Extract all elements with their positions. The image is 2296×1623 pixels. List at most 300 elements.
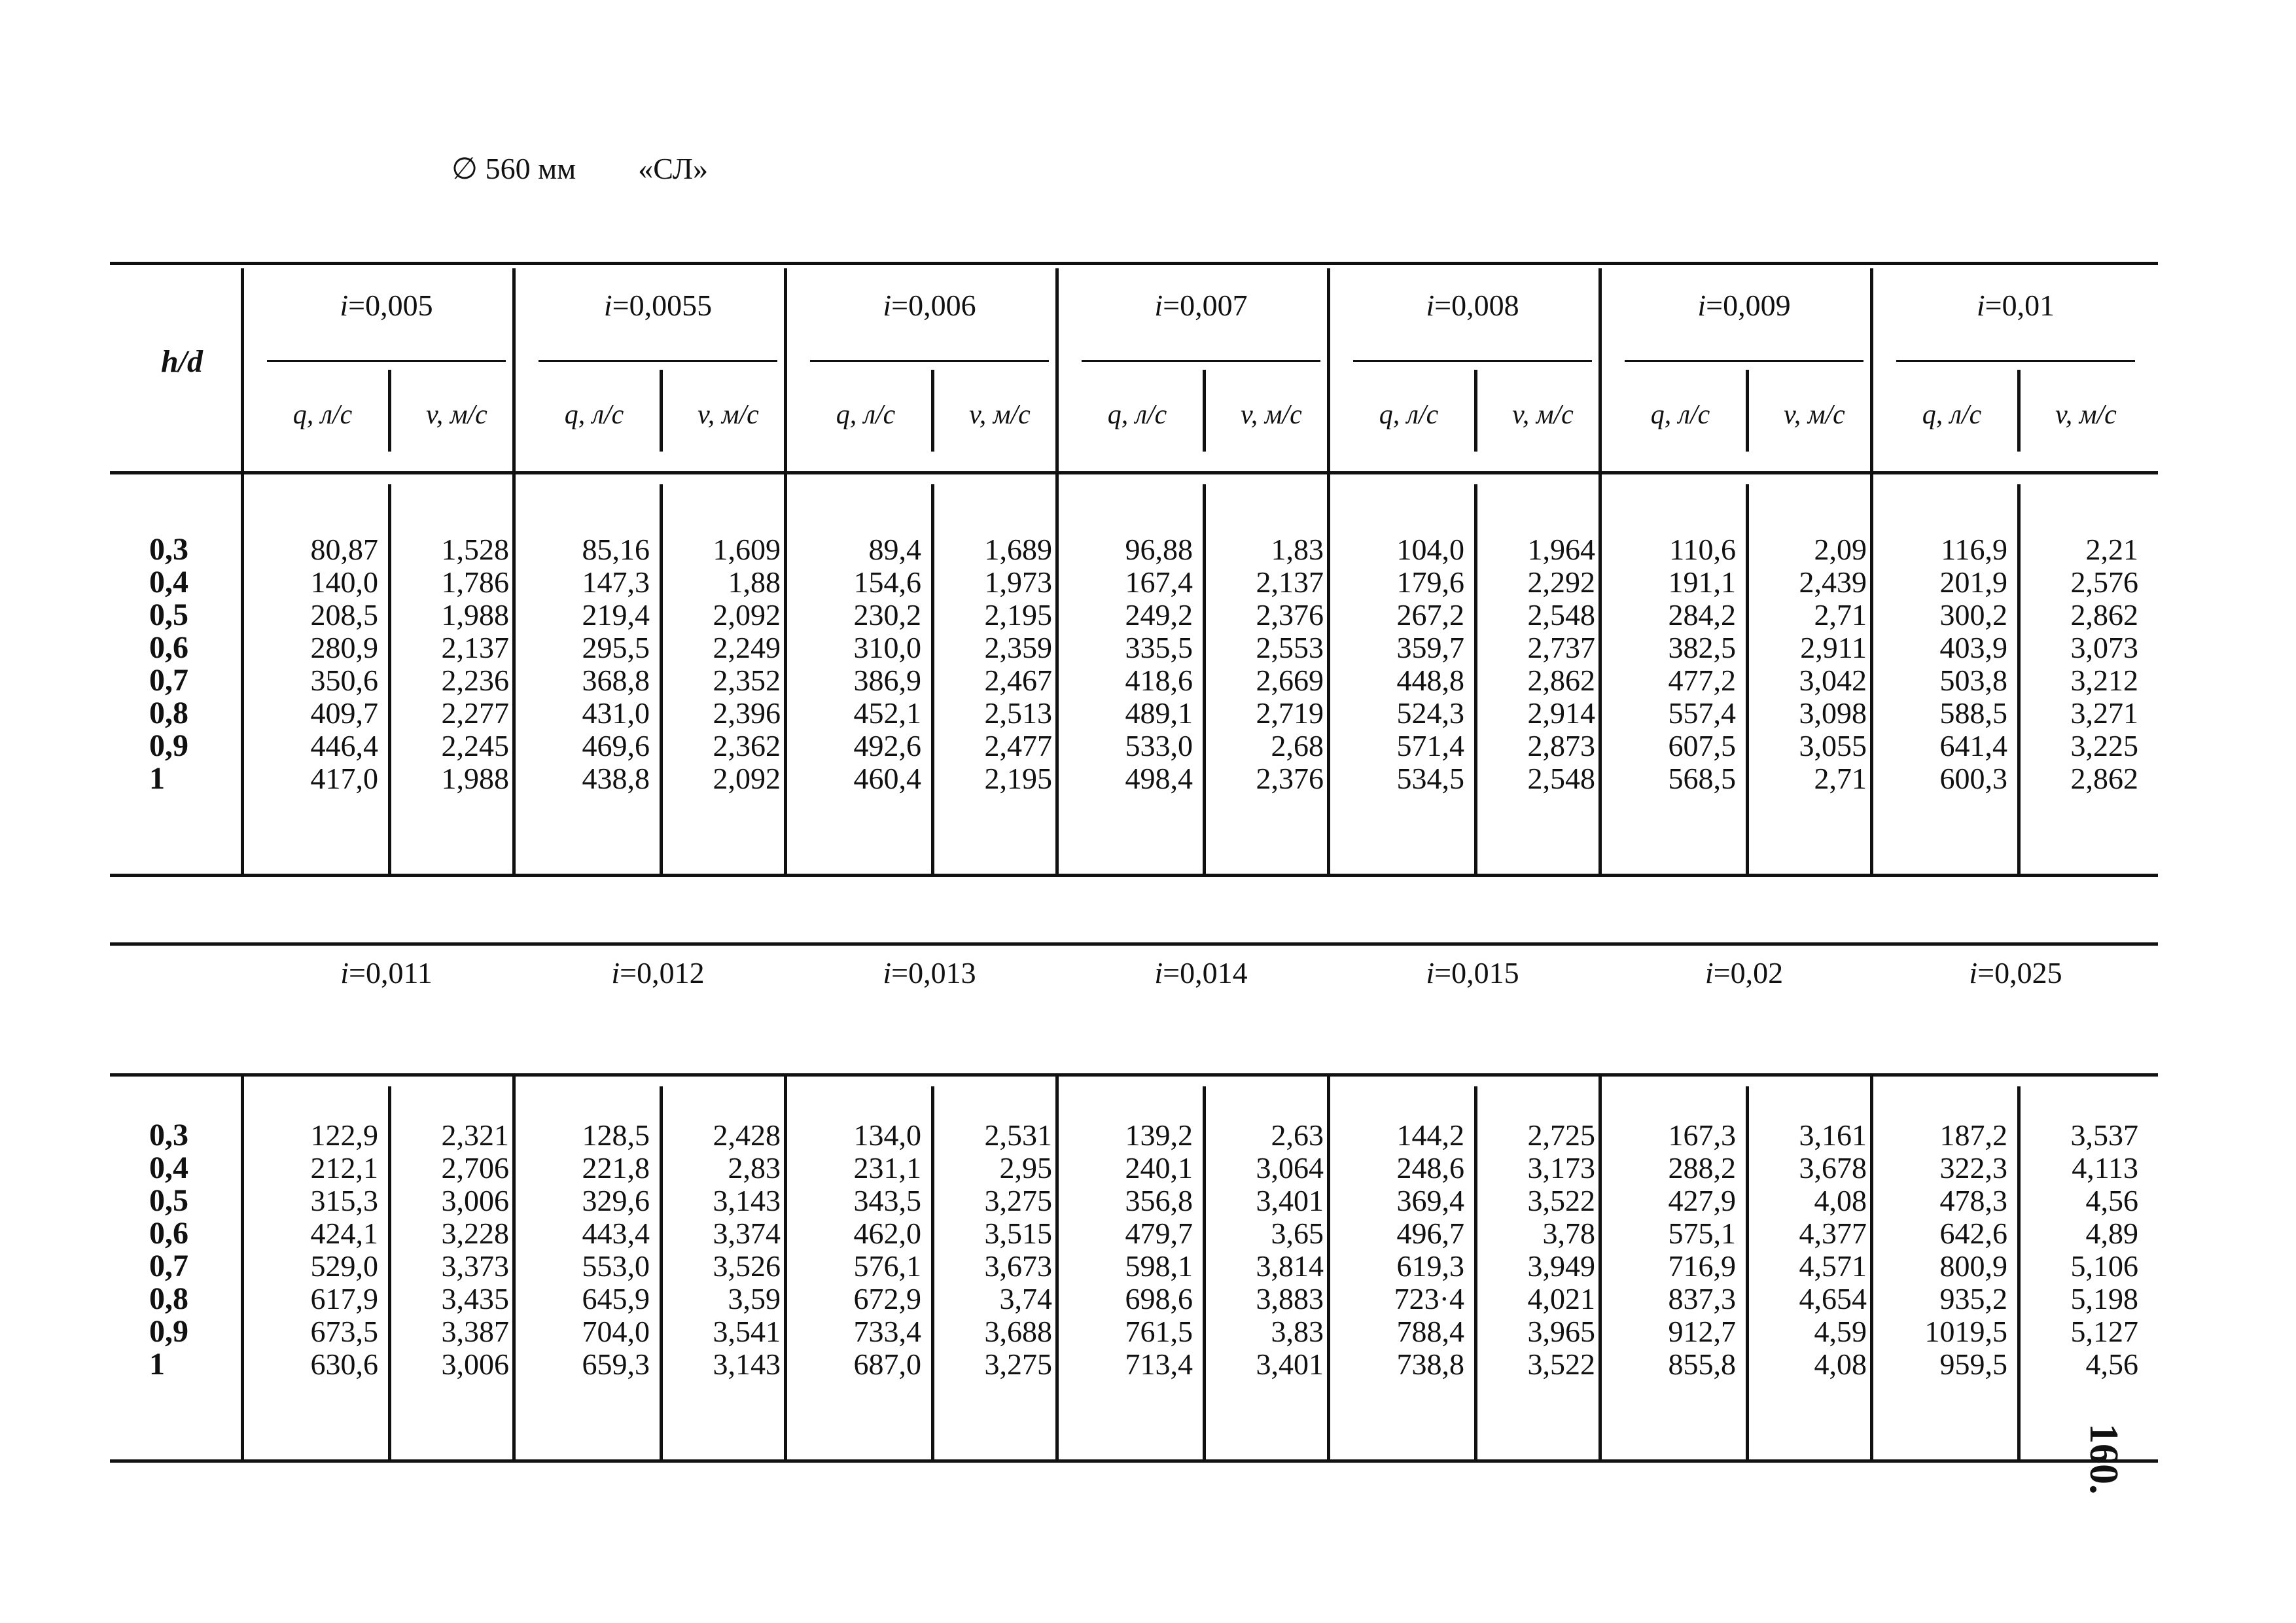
q-value: 231,1 xyxy=(853,1151,921,1185)
hd-header: h/d xyxy=(160,344,203,379)
group-rule xyxy=(1353,360,1592,362)
q-value: 557,4 xyxy=(1668,696,1736,730)
slope-value: =0,02 xyxy=(1713,956,1784,990)
v-value: 2,862 xyxy=(2070,598,2138,632)
row-label: 0,9 xyxy=(149,1314,188,1349)
q-column xyxy=(1618,1119,1736,1381)
v-value: 3,883 xyxy=(1256,1282,1324,1315)
divider xyxy=(1055,1073,1059,1459)
v-value: 4,113 xyxy=(2072,1151,2138,1185)
v-header: v, м/с xyxy=(698,400,759,430)
q-value: 167,3 xyxy=(1668,1118,1736,1152)
q-value: 212,1 xyxy=(310,1151,378,1185)
q-value: 477,2 xyxy=(1668,664,1736,697)
diameter-label: ∅ 560 мм xyxy=(451,152,576,185)
v-value: 3,965 xyxy=(1527,1315,1595,1348)
v-value: 3,161 xyxy=(1799,1118,1867,1152)
v-value: 2,137 xyxy=(441,631,509,664)
q-value: 576,1 xyxy=(853,1249,921,1283)
q-value: 280,9 xyxy=(310,631,378,664)
q-value: 446,4 xyxy=(310,729,378,762)
v-value: 3,064 xyxy=(1256,1151,1324,1185)
q-header: q, л/с xyxy=(564,400,624,430)
v-value: 2,467 xyxy=(984,664,1052,697)
divider xyxy=(1327,268,1330,874)
q-value: 568,5 xyxy=(1668,762,1736,795)
slope-symbol: i xyxy=(883,956,892,990)
row-label: 0,4 xyxy=(149,1150,188,1185)
v-value: 3,098 xyxy=(1799,696,1867,730)
divider xyxy=(660,484,663,874)
q-value: 761,5 xyxy=(1125,1315,1193,1348)
v-value: 2,195 xyxy=(984,598,1052,632)
v-value: 3,59 xyxy=(728,1282,781,1315)
divider xyxy=(660,1086,663,1459)
q-value: 403,9 xyxy=(1939,631,2007,664)
q-column xyxy=(1618,533,1736,795)
q-value: 167,4 xyxy=(1125,565,1193,599)
v-value: 2,249 xyxy=(713,631,781,664)
slope-header xyxy=(1890,288,2142,323)
row-label: 0,6 xyxy=(149,630,188,665)
q-value: 713,4 xyxy=(1125,1347,1193,1381)
q-value: 417,0 xyxy=(310,762,378,795)
v-column xyxy=(938,533,1052,795)
v-value: 4,08 xyxy=(1814,1347,1867,1381)
group-rule xyxy=(810,360,1049,362)
q-value: 598,1 xyxy=(1125,1249,1193,1283)
q-column xyxy=(260,533,378,795)
q-value: 571,4 xyxy=(1396,729,1464,762)
q-value: 800,9 xyxy=(1939,1249,2007,1283)
q-value: 431,0 xyxy=(582,696,650,730)
v-value: 2,862 xyxy=(1527,664,1595,697)
v-value: 3,537 xyxy=(2070,1118,2138,1152)
v-value: 4,56 xyxy=(2085,1184,2138,1217)
q-value: 122,9 xyxy=(310,1118,378,1152)
v-value: 2,092 xyxy=(713,762,781,795)
v-value: 3,74 xyxy=(999,1282,1052,1315)
v-value: 2,719 xyxy=(1256,696,1324,730)
q-value: 80,87 xyxy=(310,533,378,566)
slope-value: =0,008 xyxy=(1434,289,1519,322)
v-value: 4,89 xyxy=(2085,1217,2138,1250)
q-value: 208,5 xyxy=(310,598,378,632)
v-value: 1,609 xyxy=(713,533,781,566)
q-column xyxy=(1890,1119,2007,1381)
v-value: 3,688 xyxy=(984,1315,1052,1348)
q-value: 619,3 xyxy=(1396,1249,1464,1283)
v-value: 1,973 xyxy=(984,565,1052,599)
q-value: 1019,5 xyxy=(1924,1315,2007,1348)
slope-value: =0,007 xyxy=(1163,289,1248,322)
divider xyxy=(931,484,934,874)
v-value: 3,212 xyxy=(2070,664,2138,697)
q-value: 128,5 xyxy=(582,1118,650,1152)
v-value: 4,59 xyxy=(1814,1315,1867,1348)
slope-value: =0,01 xyxy=(1985,289,2055,322)
q-value: 418,6 xyxy=(1125,664,1193,697)
q-value: 642,6 xyxy=(1939,1217,2007,1250)
q-value: 687,0 xyxy=(853,1347,921,1381)
q-value: 704,0 xyxy=(582,1315,650,1348)
v-value: 3,055 xyxy=(1799,729,1867,762)
row-labels xyxy=(149,1119,188,1381)
q-value: 139,2 xyxy=(1125,1118,1193,1152)
divider xyxy=(1474,370,1477,452)
group-rule xyxy=(267,360,506,362)
row-label: 0,3 xyxy=(149,532,188,567)
top-rule xyxy=(110,262,2158,265)
q-value: 673,5 xyxy=(310,1315,378,1348)
row-label: 1 xyxy=(149,761,165,796)
divider xyxy=(1598,268,1602,874)
q-value: 300,2 xyxy=(1939,598,2007,632)
v-value: 2,137 xyxy=(1256,565,1324,599)
q-value: 462,0 xyxy=(853,1217,921,1250)
q-column xyxy=(1075,1119,1193,1381)
slope-header xyxy=(1075,955,1327,990)
divider xyxy=(1203,484,1206,874)
slope-header xyxy=(804,288,1055,323)
divider xyxy=(1746,1086,1749,1459)
q-value: 179,6 xyxy=(1396,565,1464,599)
v-header: v, м/с xyxy=(969,400,1031,430)
q-header: q, л/с xyxy=(1107,400,1167,430)
slope-header xyxy=(1347,288,1598,323)
divider xyxy=(241,268,244,874)
v-header: v, м/с xyxy=(1512,400,1574,430)
v-column xyxy=(2024,1119,2138,1381)
q-value: 733,4 xyxy=(853,1315,921,1348)
slope-value: =0,005 xyxy=(348,289,433,322)
row-label: 0,5 xyxy=(149,597,188,632)
v-value: 2,63 xyxy=(1271,1118,1324,1152)
v-value: 3,65 xyxy=(1271,1217,1324,1250)
q-value: 248,6 xyxy=(1396,1151,1464,1185)
q-value: 575,1 xyxy=(1668,1217,1736,1250)
v-value: 4,021 xyxy=(1527,1282,1595,1315)
row-label: 0,8 xyxy=(149,696,188,730)
q-value: 284,2 xyxy=(1668,598,1736,632)
v-column xyxy=(666,1119,781,1381)
q-value: 147,3 xyxy=(582,565,650,599)
v-value: 2,71 xyxy=(1814,598,1867,632)
v-column xyxy=(938,1119,1052,1381)
slope-symbol: i xyxy=(340,289,349,322)
v-column xyxy=(395,1119,509,1381)
slope-value: =0,014 xyxy=(1163,956,1248,990)
q-value: 427,9 xyxy=(1668,1184,1736,1217)
v-column xyxy=(1752,533,1867,795)
v-value: 5,106 xyxy=(2070,1249,2138,1283)
v-value: 4,654 xyxy=(1799,1282,1867,1315)
divider xyxy=(1598,1073,1602,1459)
v-column xyxy=(395,533,509,795)
v-value: 3,78 xyxy=(1542,1217,1595,1250)
slope-header xyxy=(532,955,784,990)
v-value: 3,042 xyxy=(1799,664,1867,697)
v-value: 3,673 xyxy=(984,1249,1052,1283)
slope-symbol: i xyxy=(611,956,620,990)
header-rule xyxy=(110,471,2158,474)
slope-header xyxy=(1347,955,1598,990)
row-label: 0,6 xyxy=(149,1216,188,1251)
table-title xyxy=(451,151,708,186)
q-value: 489,1 xyxy=(1125,696,1193,730)
divider xyxy=(784,1073,787,1459)
q-value: 617,9 xyxy=(310,1282,378,1315)
q-value: 267,2 xyxy=(1396,598,1464,632)
v-value: 5,127 xyxy=(2070,1315,2138,1348)
slope-symbol: i xyxy=(1154,289,1163,322)
q-value: 104,0 xyxy=(1396,533,1464,566)
divider xyxy=(1203,1086,1206,1459)
slope-value: =0,025 xyxy=(1977,956,2062,990)
v-value: 2,439 xyxy=(1799,565,1867,599)
q-value: 738,8 xyxy=(1396,1347,1464,1381)
v-header: v, м/с xyxy=(2055,400,2117,430)
divider xyxy=(931,370,934,452)
v-header: v, м/с xyxy=(1784,400,1845,430)
divider xyxy=(1746,370,1749,452)
slope-symbol: i xyxy=(1697,289,1706,322)
q-value: 469,6 xyxy=(582,729,650,762)
slope-value: =0,012 xyxy=(620,956,705,990)
v-value: 1,528 xyxy=(441,533,509,566)
q-value: 154,6 xyxy=(853,565,921,599)
divider xyxy=(241,1073,244,1459)
v-value: 2,548 xyxy=(1527,598,1595,632)
q-value: 460,4 xyxy=(853,762,921,795)
v-value: 1,964 xyxy=(1527,533,1595,566)
v-value: 2,21 xyxy=(2085,533,2138,566)
divider xyxy=(1474,484,1477,874)
v-value: 3,526 xyxy=(713,1249,781,1283)
row-label: 0,7 xyxy=(149,1249,188,1283)
v-value: 1,786 xyxy=(441,565,509,599)
v-value: 2,513 xyxy=(984,696,1052,730)
v-value: 3,374 xyxy=(713,1217,781,1250)
v-value: 4,56 xyxy=(2085,1347,2138,1381)
bottom-rule xyxy=(110,1459,2158,1463)
slope-header xyxy=(1075,288,1327,323)
v-value: 3,678 xyxy=(1799,1151,1867,1185)
v-value: 3,541 xyxy=(713,1315,781,1348)
v-value: 3,522 xyxy=(1527,1347,1595,1381)
v-value: 2,376 xyxy=(1256,762,1324,795)
v-value: 2,548 xyxy=(1527,762,1595,795)
q-column xyxy=(1347,1119,1464,1381)
q-value: 498,4 xyxy=(1125,762,1193,795)
v-value: 2,352 xyxy=(713,664,781,697)
q-value: 230,2 xyxy=(853,598,921,632)
q-value: 607,5 xyxy=(1668,729,1736,762)
q-value: 641,4 xyxy=(1939,729,2007,762)
v-value: 3,373 xyxy=(441,1249,509,1283)
v-value: 2,277 xyxy=(441,696,509,730)
q-value: 912,7 xyxy=(1668,1315,1736,1348)
v-value: 2,362 xyxy=(713,729,781,762)
row-label: 0,8 xyxy=(149,1281,188,1316)
q-value: 85,16 xyxy=(582,533,650,566)
row-label: 0,4 xyxy=(149,565,188,599)
page-number: 160. xyxy=(2081,1423,2126,1495)
q-value: 529,0 xyxy=(310,1249,378,1283)
q-value: 698,6 xyxy=(1125,1282,1193,1315)
slope-value: =0,006 xyxy=(891,289,976,322)
divider xyxy=(1055,268,1059,874)
q-column xyxy=(1347,533,1464,795)
divider xyxy=(660,370,663,452)
divider xyxy=(784,268,787,874)
divider xyxy=(1870,268,1873,874)
q-value: 630,6 xyxy=(310,1347,378,1381)
q-value: 645,9 xyxy=(582,1282,650,1315)
slope-symbol: i xyxy=(340,956,349,990)
v-value: 3,275 xyxy=(984,1184,1052,1217)
divider xyxy=(512,1073,516,1459)
q-header: q, л/с xyxy=(836,400,896,430)
slope-symbol: i xyxy=(603,289,612,322)
row-label: 0,3 xyxy=(149,1118,188,1152)
q-value: 219,4 xyxy=(582,598,650,632)
v-value: 3,225 xyxy=(2070,729,2138,762)
v-value: 1,88 xyxy=(728,565,781,599)
q-value: 89,4 xyxy=(868,533,921,566)
v-value: 2,292 xyxy=(1527,565,1595,599)
q-value: 140,0 xyxy=(310,565,378,599)
slope-symbol: i xyxy=(1426,956,1435,990)
q-value: 600,3 xyxy=(1939,762,2007,795)
q-value: 723·4 xyxy=(1394,1282,1464,1315)
q-value: 368,8 xyxy=(582,664,650,697)
v-value: 2,95 xyxy=(999,1151,1052,1185)
v-header: v, м/с xyxy=(426,400,487,430)
v-value: 2,09 xyxy=(1814,533,1867,566)
q-value: 448,8 xyxy=(1396,664,1464,697)
v-column xyxy=(1209,533,1324,795)
slope-header xyxy=(1890,955,2142,990)
v-value: 3,143 xyxy=(713,1184,781,1217)
q-value: 191,1 xyxy=(1668,565,1736,599)
q-value: 201,9 xyxy=(1939,565,2007,599)
divider xyxy=(388,370,391,452)
slope-symbol: i xyxy=(883,289,892,322)
v-header: v, м/с xyxy=(1241,400,1302,430)
row-labels xyxy=(149,533,188,795)
divider xyxy=(388,484,391,874)
row-label: 0,5 xyxy=(149,1183,188,1218)
v-value: 3,228 xyxy=(441,1217,509,1250)
slope-header xyxy=(260,288,512,323)
v-value: 3,073 xyxy=(2070,631,2138,664)
v-value: 2,862 xyxy=(2070,762,2138,795)
header-rule xyxy=(110,1073,2158,1077)
q-value: 382,5 xyxy=(1668,631,1736,664)
q-column xyxy=(1890,533,2007,795)
v-value: 2,914 xyxy=(1527,696,1595,730)
slope-symbol: i xyxy=(1426,289,1435,322)
divider xyxy=(1474,1086,1477,1459)
q-value: 96,88 xyxy=(1125,533,1193,566)
slope-header xyxy=(1618,288,1870,323)
divider xyxy=(512,268,516,874)
v-value: 3,387 xyxy=(441,1315,509,1348)
v-value: 1,83 xyxy=(1271,533,1324,566)
v-value: 4,377 xyxy=(1799,1217,1867,1250)
v-value: 2,428 xyxy=(713,1118,781,1152)
q-value: 110,6 xyxy=(1669,533,1736,566)
q-value: 386,9 xyxy=(853,664,921,697)
q-value: 855,8 xyxy=(1668,1347,1736,1381)
row-label: 0,7 xyxy=(149,663,188,698)
v-value: 4,08 xyxy=(1814,1184,1867,1217)
v-value: 2,376 xyxy=(1256,598,1324,632)
v-value: 4,571 xyxy=(1799,1249,1867,1283)
v-value: 2,737 xyxy=(1527,631,1595,664)
top-rule xyxy=(110,942,2158,946)
q-value: 335,5 xyxy=(1125,631,1193,664)
divider xyxy=(931,1086,934,1459)
q-value: 409,7 xyxy=(310,696,378,730)
v-value: 3,401 xyxy=(1256,1184,1324,1217)
q-column xyxy=(1075,533,1193,795)
v-column xyxy=(1209,1119,1324,1381)
v-value: 3,83 xyxy=(1271,1315,1324,1348)
v-column xyxy=(1481,1119,1595,1381)
divider xyxy=(2017,1086,2021,1459)
q-value: 187,2 xyxy=(1939,1118,2007,1152)
q-value: 310,0 xyxy=(853,631,921,664)
q-value: 249,2 xyxy=(1125,598,1193,632)
divider xyxy=(1746,484,1749,874)
v-value: 2,83 xyxy=(728,1151,781,1185)
q-value: 134,0 xyxy=(853,1118,921,1152)
q-column xyxy=(260,1119,378,1381)
v-value: 3,949 xyxy=(1527,1249,1595,1283)
q-value: 959,5 xyxy=(1939,1347,2007,1381)
slope-symbol: i xyxy=(1154,956,1163,990)
q-header: q, л/с xyxy=(1922,400,1982,430)
q-value: 659,3 xyxy=(582,1347,650,1381)
v-value: 2,531 xyxy=(984,1118,1052,1152)
divider xyxy=(1203,370,1206,452)
v-value: 2,477 xyxy=(984,729,1052,762)
slope-header xyxy=(1618,955,1870,990)
divider xyxy=(2017,370,2021,452)
row-label: 0,9 xyxy=(149,728,188,763)
v-value: 2,68 xyxy=(1271,729,1324,762)
slope-header xyxy=(260,955,512,990)
v-value: 2,396 xyxy=(713,696,781,730)
q-value: 788,4 xyxy=(1396,1315,1464,1348)
v-value: 3,271 xyxy=(2070,696,2138,730)
v-value: 2,725 xyxy=(1527,1118,1595,1152)
v-value: 3,401 xyxy=(1256,1347,1324,1381)
q-value: 935,2 xyxy=(1939,1282,2007,1315)
v-value: 2,553 xyxy=(1256,631,1324,664)
v-column xyxy=(1752,1119,1867,1381)
group-rule xyxy=(539,360,777,362)
slope-value: =0,011 xyxy=(349,956,433,990)
v-value: 2,195 xyxy=(984,762,1052,795)
bottom-rule xyxy=(110,874,2158,877)
q-value: 329,6 xyxy=(582,1184,650,1217)
q-value: 524,3 xyxy=(1396,696,1464,730)
v-column xyxy=(2024,533,2138,795)
v-value: 3,143 xyxy=(713,1347,781,1381)
